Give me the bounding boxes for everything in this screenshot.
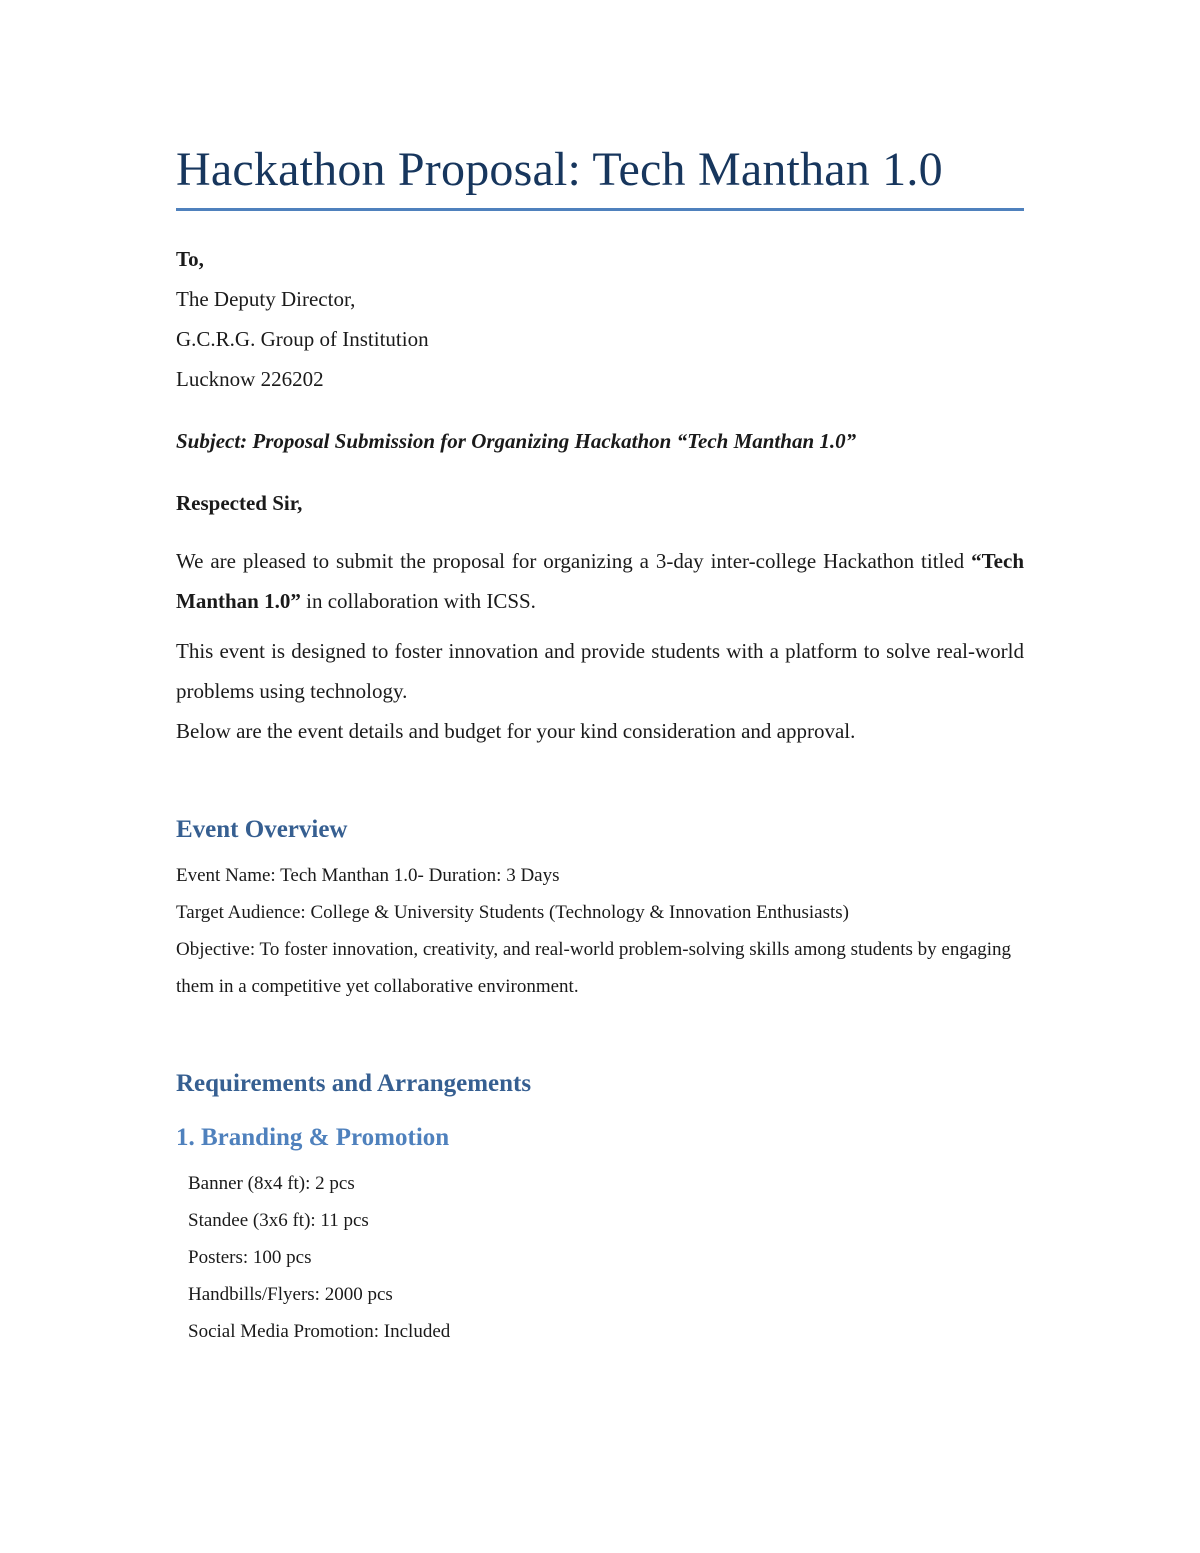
purpose-paragraph: This event is designed to foster innovation and provide students with a platform to solve real-world problems using technology. [176, 639, 1024, 703]
event-title-bold: “Tech Manthan 1.0” [176, 549, 1024, 613]
recipient-address-line: Lucknow 226202 [176, 367, 324, 391]
intro-paragraph [176, 541, 1024, 621]
branding-promotion-heading: 1. Branding & Promotion [176, 1124, 450, 1151]
list-item: Social Media Promotion: Included [188, 1321, 451, 1342]
list-item: Handbills/Flyers: 2000 pcs [188, 1284, 393, 1305]
salutation: Respected Sir, [176, 491, 303, 515]
document-title: Hackathon Proposal: Tech Manthan 1.0 [176, 138, 1024, 211]
event-name-line: Event Name: Tech Manthan 1.0- Duration: 3 Days [176, 865, 560, 886]
list-item: Posters: 100 pcs [188, 1247, 312, 1268]
recipient-address-line: The Deputy Director, [176, 287, 356, 311]
consideration-paragraph: Below are the event details and budget for your kind consideration and approval. [176, 719, 856, 743]
subject-line: Subject: Proposal Submission for Organizing Hackathon “Tech Manthan 1.0” [176, 429, 857, 453]
intro-text-before: We are pleased to submit the proposal for organizing a 3-day inter-college Hackathon titled [176, 549, 972, 573]
list-item: Standee (3x6 ft): 11 pcs [188, 1210, 369, 1231]
list-item: Banner (8x4 ft): 2 pcs [188, 1173, 355, 1194]
intro-text-after: in collaboration with ICSS. [300, 589, 536, 613]
event-overview-heading: Event Overview [176, 816, 348, 843]
event-overview-section [176, 857, 1024, 1005]
target-audience-line: Target Audience: College & University Students (Technology & Innovation Enthusiasts) [176, 902, 849, 923]
recipient-label: To, [176, 247, 204, 271]
recipient-address-line: G.C.R.G. Group of Institution [176, 327, 429, 351]
objective-line: Objective: To foster innovation, creativity, and real-world problem-solving skills among students by engaging them in a competitive yet collaborative environment. [176, 939, 1012, 997]
requirements-heading: Requirements and Arrangements [176, 1070, 532, 1097]
branding-items-list [176, 1165, 1024, 1350]
document-content [176, 138, 1024, 1350]
